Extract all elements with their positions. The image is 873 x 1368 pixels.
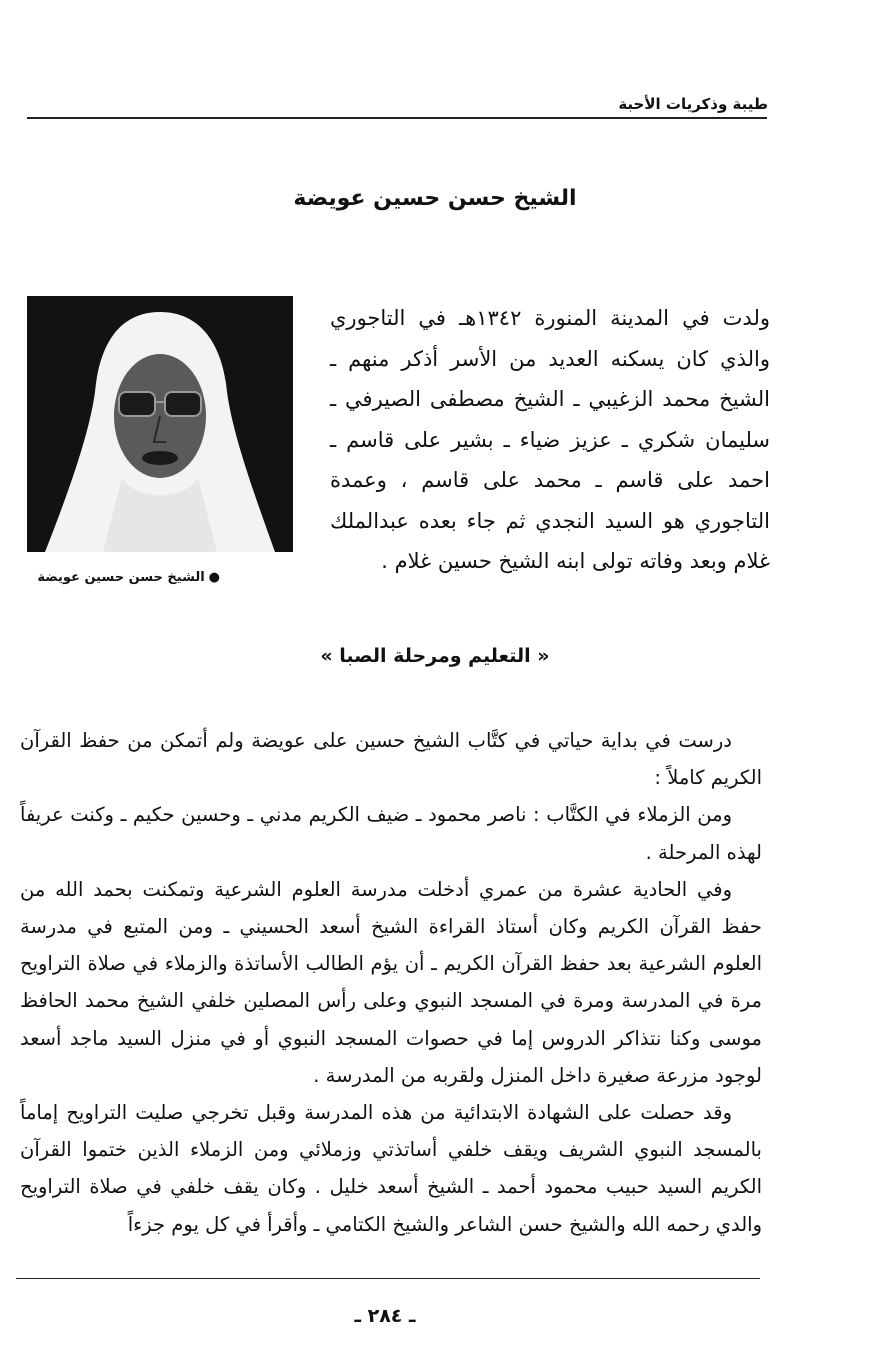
photo-caption-text: الشيخ حسن حسين عويضة [37,570,205,585]
intro-paragraph: ولدت في المدينة المنورة ١٣٤٢هـ في التاجوري والذي كان يسكنه العديد من الأسر أذكر منهم ـ الشيخ محمد الزغيبي ـ الشيخ مصطفى الصيرفي ـ سليمان شكري ـ عزيز ضياء ـ بشير على قاسم ـ احمد على قاسم ـ محمد على قاسم ، وعمدة التاجوري هو السيد النجدي ثم جاء بعده عبدالملك غلام وبعد وفاته تولى ابنه الشيخ حسين غلام . [330,306,770,573]
running-header: طيبة وذكريات الأحبة [618,95,768,113]
intro-text [330,298,770,582]
chapter-title: الشيخ حسن حسين عويضة [293,186,577,211]
photo-caption [20,570,220,585]
body-paragraph: درست في بداية حياتي في كتَّاب الشيخ حسين على عويضة ولم أتمكن من حفظ القرآن الكريم كاملاً : [20,729,762,790]
page-number: ـ ٢٨٤ ـ [354,1305,416,1327]
bullet-icon: ● [208,570,220,585]
body-paragraph: وقد حصلت على الشهادة الابتدائية من هذه المدرسة وقبل تخرجي صليت التراويح إماماً بالمسجد النبوي الشريف ويقف خلفي أساتذتي وزملائي ومن الزملاء الذين ختموا القرآن الكريم السيد حبيب محمود أحمد ـ الشيخ أسعد خليل . وكان يقف خلفي في صلاة التراويح والدي رحمه الله والشيخ حسن الشاعر والشيخ الكتامي ـ وأقرأ في كل يوم جزءاً [20,1101,762,1236]
body-paragraph: وفي الحادية عشرة من عمري أدخلت مدرسة العلوم الشرعية وتمكنت بحمد الله من حفظ القرآن الكريم وكان أستاذ القراءة الشيخ أسعد الحسيني ـ ومن المتبع في مدرسة العلوم الشرعية بعد حفظ القرآن الكريم ـ أن يؤم الطالب الأساتذة والزملاء في صلاة التراويح مرة في المدرسة ومرة في المسجد النبوي وعلى رأس المصلين خلفي الشيخ محمد الحافظ موسى وكنا نتذاكر الدروس إما في حصوات المسجد النبوي أو في منزل السيد ماجد أسعد لوجود مزرعة صغيرة داخل المنزل ولقربه من المدرسة . [20,877,762,1087]
body-paragraph: ومن الزملاء في الكتَّاب : ناصر محمود ـ ضيف الكريم مدني ـ وحسين حكيم ـ وكنت عريفاً لهذه المرحلة . [20,803,762,864]
header-rule [27,117,767,119]
body-text [20,722,762,1243]
section-heading: « التعليم ومرحلة الصبا » [320,645,550,667]
footer-rule [16,1278,760,1279]
portrait-photo [27,296,293,552]
